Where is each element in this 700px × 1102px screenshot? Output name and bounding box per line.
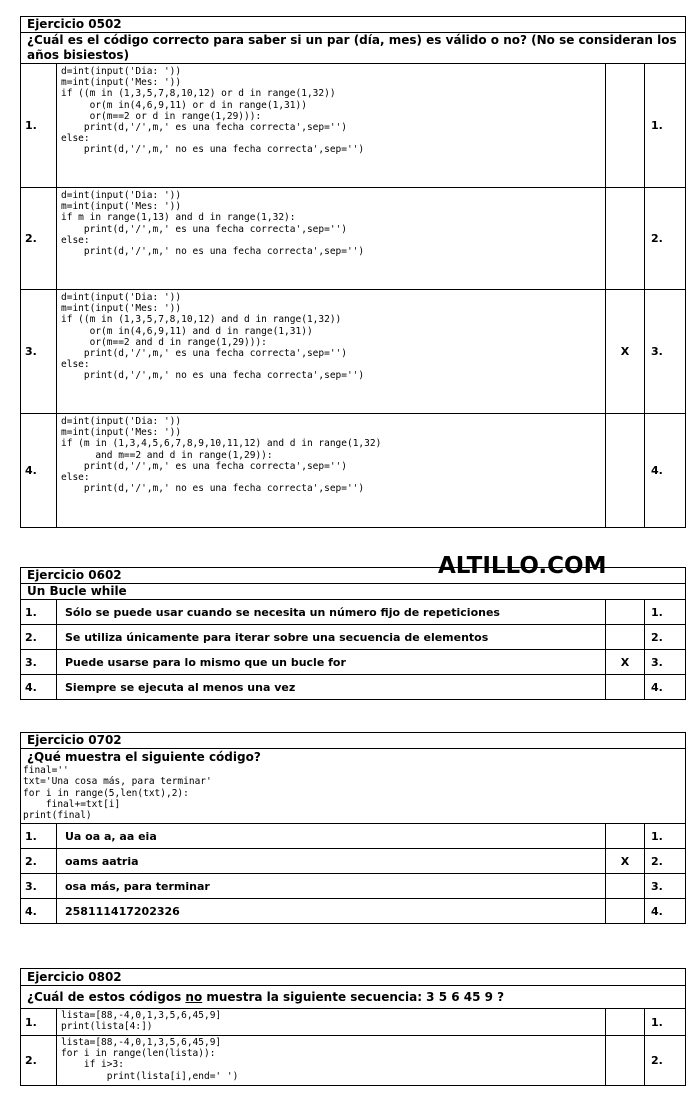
option-text: Ua oa a, aa eia	[57, 824, 606, 849]
code-block: final='' txt='Una cosa más, para terminar' for i in range(5,len(txt),2): final+=txt[i] print(final)	[23, 765, 212, 822]
option-number: 1.	[21, 64, 57, 188]
option-number: 1.	[21, 600, 57, 625]
answer-mark	[606, 414, 645, 528]
option-row	[21, 1036, 686, 1086]
answer-mark	[606, 64, 645, 188]
option-text: Puede usarse para lo mismo que un bucle for	[57, 650, 606, 675]
option-number: 3.	[21, 290, 57, 414]
option-number-right: 1.	[645, 600, 686, 625]
answer-mark	[606, 188, 645, 290]
option-text: Se utiliza únicamente para iterar sobre una secuencia de elementos	[57, 625, 606, 650]
option-row	[21, 188, 686, 290]
exercise-question: Un Bucle while	[21, 584, 686, 600]
answer-mark	[606, 625, 645, 650]
option-row	[21, 600, 686, 625]
option-number-right: 4.	[645, 414, 686, 528]
exercise-question-cell	[21, 749, 686, 824]
option-number-right: 2.	[645, 625, 686, 650]
option-number: 4.	[21, 675, 57, 700]
option-number: 3.	[21, 650, 57, 675]
code-block: d=int(input('Dia: ')) m=int(input('Mes: ')) if ((m in (1,3,5,7,8,10,12) and d in range(1,32)) or(m in(4,6,9,11) and d in range(1,31)) or(m==2 and d in range(1,29))): print(d,'/',m,' es una fecha correcta',sep='') else: print(d,'/',m,' no es una fecha correcta',sep='')	[61, 292, 365, 382]
code-block: d=int(input('Dia: ')) m=int(input('Mes: ')) if (m in (1,3,4,5,6,7,8,9,10,11,12) and d in range(1,32) and m==2 and d in range(1,29)): print(d,'/',m,' es una fecha correcta',sep='') else: print(d,'/',m,' no es una fecha correcta',sep='')	[61, 416, 382, 495]
exercise-question: ¿Cuál es el código correcto para saber si un par (día, mes) es válido o no? (No se consideran los años bisiestos)	[21, 33, 686, 64]
option-row	[21, 824, 686, 849]
code-block: d=int(input('Dia: ')) m=int(input('Mes: ')) if m in range(1,13) and d in range(1,32): print(d,'/',m,' es una fecha correcta',sep='') else: print(d,'/',m,' no es una fecha correcta',sep='')	[61, 190, 365, 258]
answer-mark: X	[606, 290, 645, 414]
option-number-right: 3.	[645, 874, 686, 899]
code-block: d=int(input('Dia: ')) m=int(input('Mes: ')) if ((m in (1,3,5,7,8,10,12) or d in range(1,32)) or(m in(4,6,9,11) or d in range(1,31)) or(m==2 or d in range(1,29))): print(d,'/',m,' es una fecha correcta',sep='') else: print(d,'/',m,' no es una fecha correcta',sep='')	[61, 66, 365, 156]
exercise-title: Ejercicio 0702	[21, 733, 686, 749]
option-text: Siempre se ejecuta al menos una vez	[57, 675, 606, 700]
option-number-right: 2.	[645, 849, 686, 874]
option-row	[21, 874, 686, 899]
answer-mark	[606, 899, 645, 924]
answer-mark	[606, 1009, 645, 1036]
exercise-title: Ejercicio 0602	[21, 568, 686, 584]
option-code-cell	[57, 1009, 606, 1036]
code-block: lista=[88,-4,0,1,3,5,6,45,9] for i in range(len(lista)): if i>3: print(lista[i],end=' ')	[61, 1037, 239, 1082]
option-text: osa más, para terminar	[57, 874, 606, 899]
option-number: 4.	[21, 899, 57, 924]
exercise-question	[21, 986, 686, 1009]
option-number: 1.	[21, 1009, 57, 1036]
answer-mark	[606, 824, 645, 849]
question-text-pre: ¿Cuál de estos códigos	[27, 989, 186, 1004]
answer-mark	[606, 1036, 645, 1086]
exercise-title: Ejercicio 0502	[21, 17, 686, 33]
answer-mark	[606, 675, 645, 700]
option-number-right: 2.	[645, 188, 686, 290]
option-number-right: 1.	[645, 824, 686, 849]
exercise-question: ¿Qué muestra el siguiente código?	[27, 750, 261, 764]
option-number-right: 4.	[645, 899, 686, 924]
option-text: 258111417202326	[57, 899, 606, 924]
exercise-0702	[20, 732, 686, 924]
watermark-logo: ALTILLO.COM	[438, 553, 607, 579]
option-number: 1.	[21, 824, 57, 849]
exercise-0802	[20, 968, 686, 1086]
option-code-cell	[57, 414, 606, 528]
option-number-right: 3.	[645, 290, 686, 414]
option-number: 2.	[21, 849, 57, 874]
option-number: 2.	[21, 1036, 57, 1086]
option-row	[21, 414, 686, 528]
option-code-cell	[57, 64, 606, 188]
option-number: 2.	[21, 625, 57, 650]
answer-mark	[606, 874, 645, 899]
exercise-title: Ejercicio 0802	[21, 969, 686, 986]
option-code-cell	[57, 1036, 606, 1086]
question-text-emphasis: no	[185, 989, 203, 1004]
option-number-right: 3.	[645, 650, 686, 675]
option-number: 3.	[21, 874, 57, 899]
question-text-post: muestra la siguiente secuencia: 3 5 6 45 9 ?	[202, 989, 505, 1004]
option-number-right: 4.	[645, 675, 686, 700]
option-row	[21, 849, 686, 874]
option-row	[21, 290, 686, 414]
exercise-0502	[20, 16, 686, 528]
option-row	[21, 650, 686, 675]
option-row	[21, 899, 686, 924]
option-code-cell	[57, 290, 606, 414]
answer-mark: X	[606, 650, 645, 675]
answer-mark: X	[606, 849, 645, 874]
option-row	[21, 625, 686, 650]
option-row	[21, 64, 686, 188]
exercise-0602	[20, 567, 686, 700]
option-number-right: 2.	[645, 1036, 686, 1086]
option-row	[21, 1009, 686, 1036]
option-text: oams aatria	[57, 849, 606, 874]
option-code-cell	[57, 188, 606, 290]
option-number-right: 1.	[645, 1009, 686, 1036]
option-number-right: 1.	[645, 64, 686, 188]
option-row	[21, 675, 686, 700]
option-number: 4.	[21, 414, 57, 528]
option-number: 2.	[21, 188, 57, 290]
code-block: lista=[88,-4,0,1,3,5,6,45,9] print(lista[4:])	[61, 1010, 222, 1033]
answer-mark	[606, 600, 645, 625]
option-text: Sólo se puede usar cuando se necesita un número fijo de repeticiones	[57, 600, 606, 625]
